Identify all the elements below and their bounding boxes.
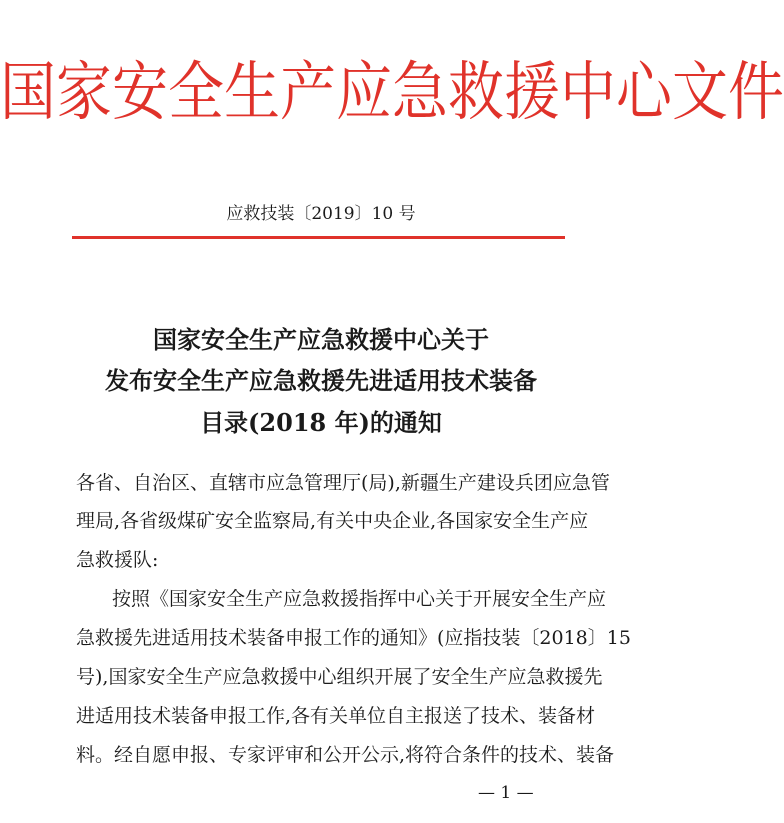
body-line: 各省、自治区、直辖市应急管理厅(局),新疆生产建设兵团应急管 — [76, 472, 610, 494]
page-number: — 1 — — [478, 783, 534, 803]
body-line: 按照《国家安全生产应急救援指挥中心关于开展安全生产应 — [112, 588, 607, 610]
body-line: 理局,各省级煤矿安全监察局,有关中央企业,各国家安全生产应 — [76, 510, 589, 532]
title-line-2: 发布安全生产应急救援先进适用技术装备 — [105, 366, 537, 395]
document-masthead: 国家安全生产应急救援中心文件 — [0, 55, 784, 131]
document-number: 应救技装〔2019〕10 号 — [226, 204, 416, 224]
body-line: 进适用技术装备申报工作,各有关单位自主报送了技术、装备材 — [76, 705, 596, 727]
body-line: 料。经自愿申报、专家评审和公开公示,将符合条件的技术、装备 — [76, 744, 615, 766]
title-line-1: 国家安全生产应急救援中心关于 — [153, 325, 489, 354]
body-line: 急救援队: — [76, 549, 159, 571]
body-line: 号),国家安全生产应急救援中心组织开展了安全生产应急救援先 — [76, 666, 603, 688]
title-line-3: 目录(2018 年)的通知 — [200, 408, 442, 437]
red-divider — [72, 236, 565, 239]
body-line: 急救援先进适用技术装备申报工作的通知》(应指技装〔2018〕15 — [76, 627, 631, 649]
